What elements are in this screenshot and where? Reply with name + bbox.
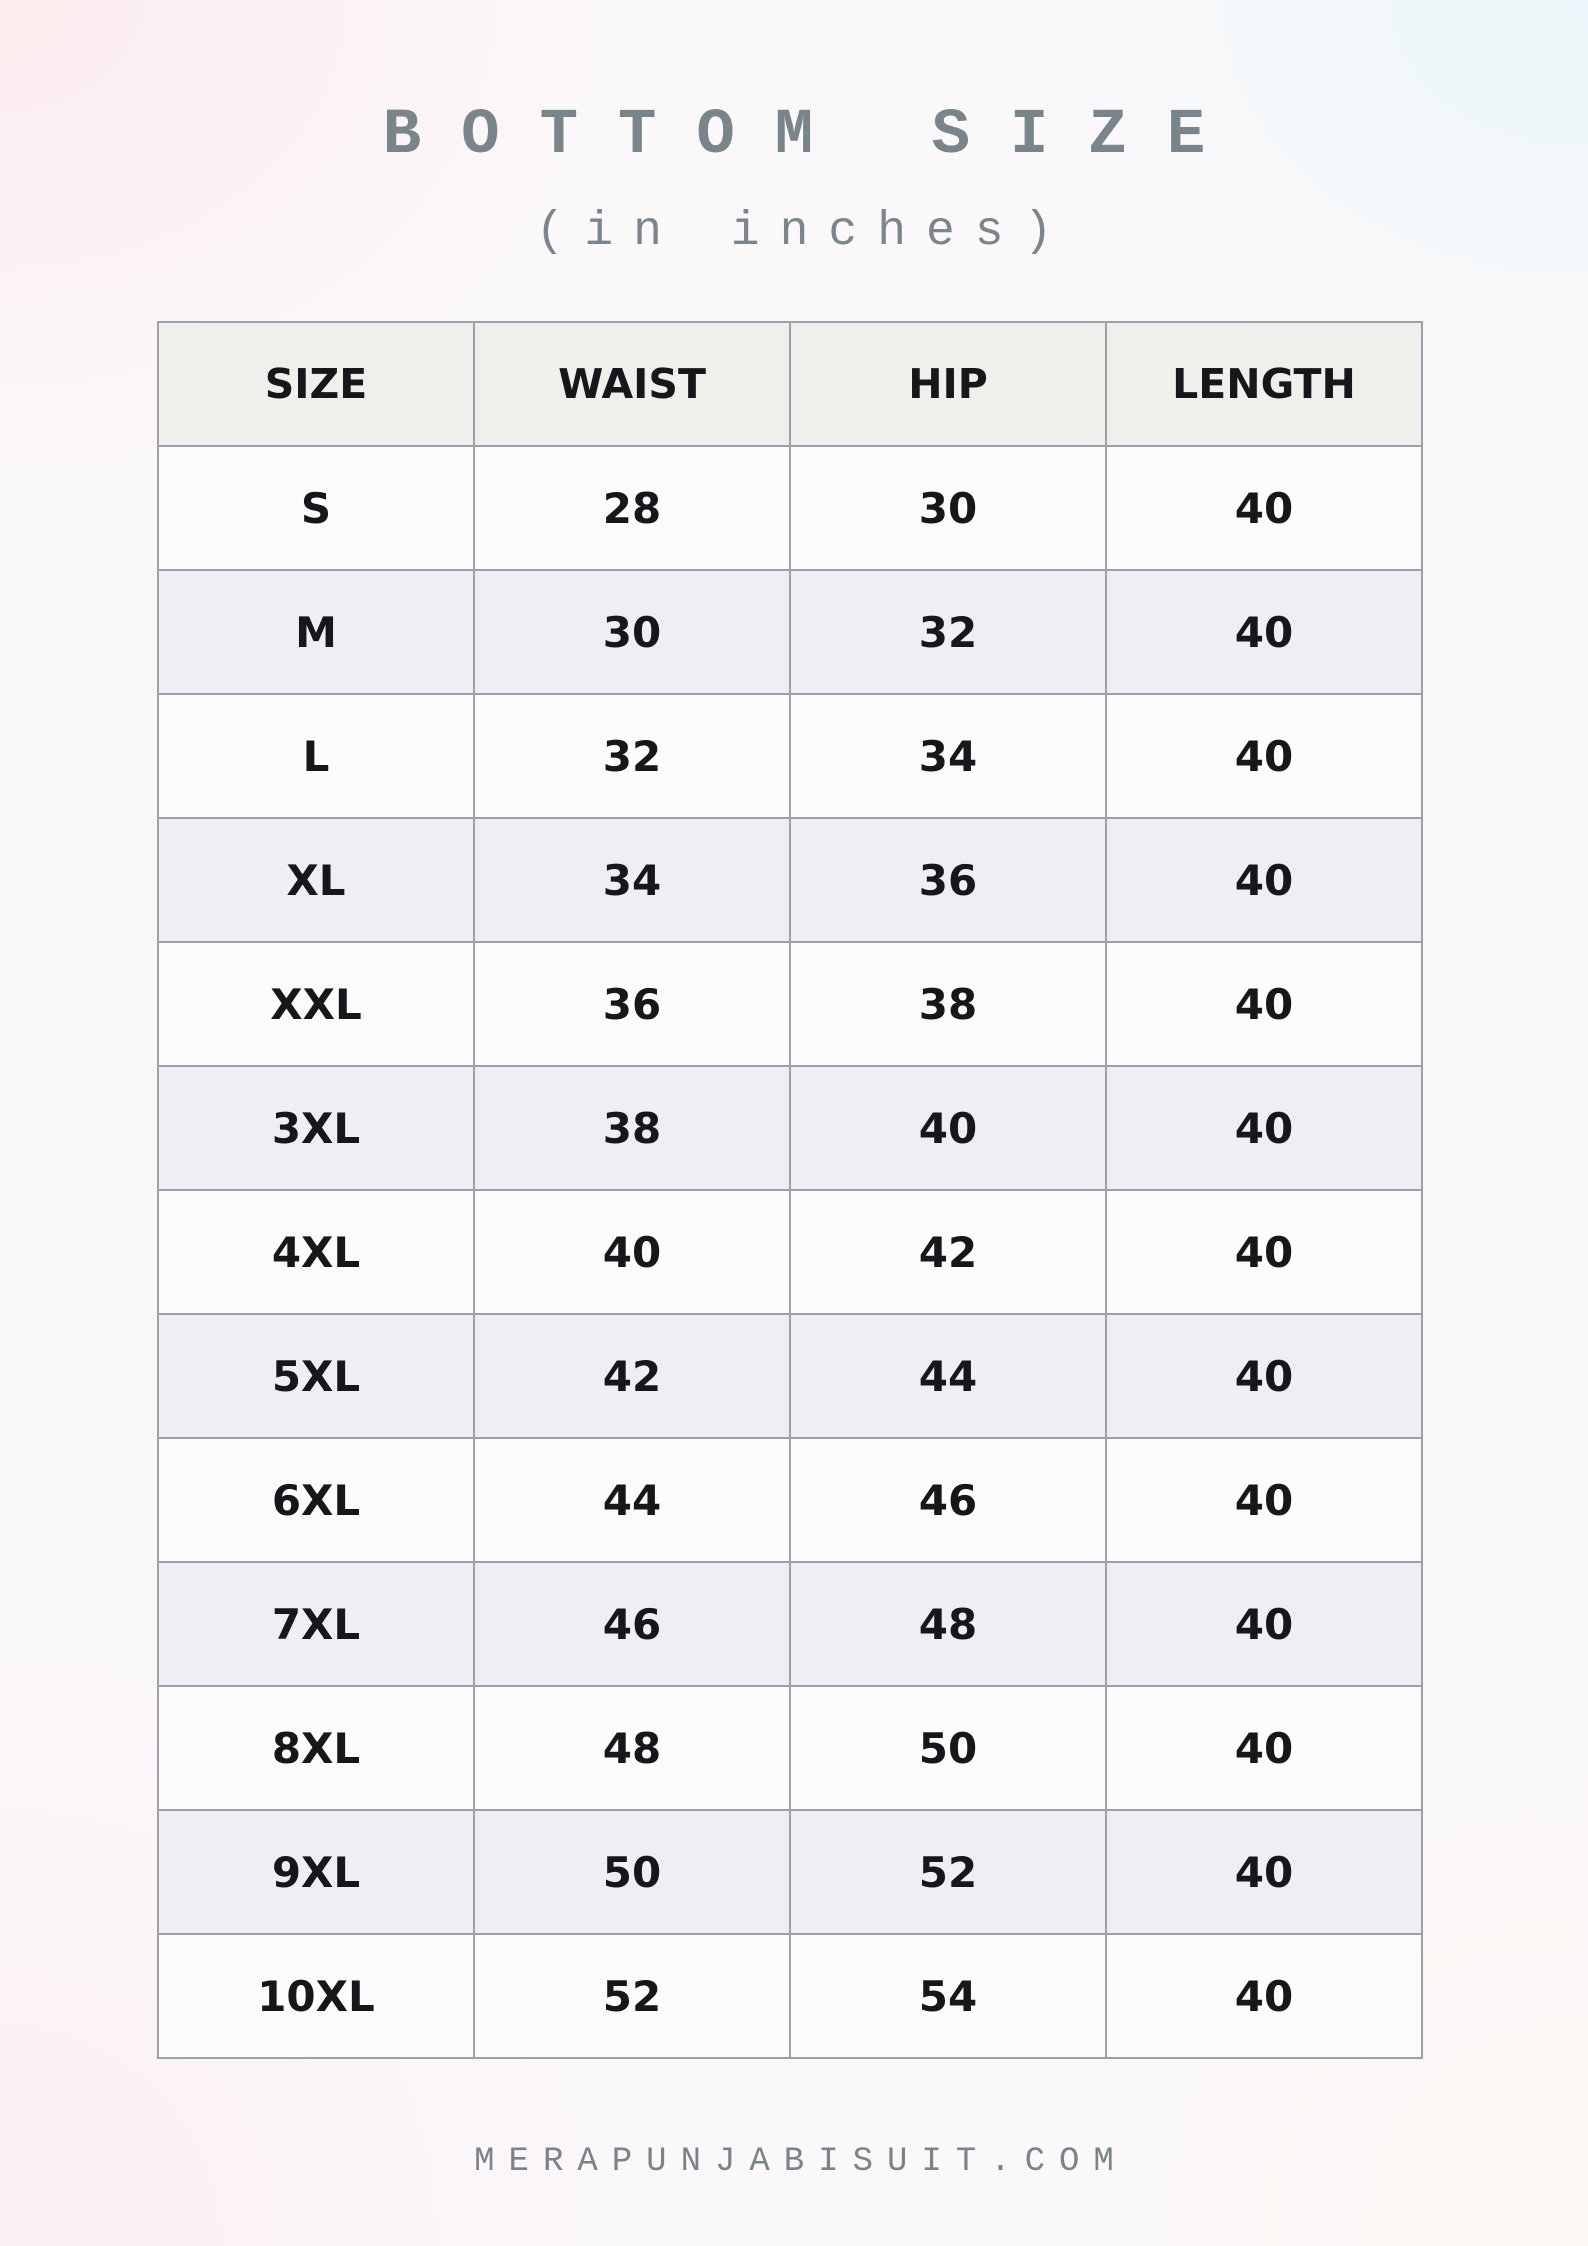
table-row bbox=[158, 1686, 1422, 1810]
size-cell: L bbox=[158, 694, 474, 818]
hip-cell: 48 bbox=[790, 1562, 1106, 1686]
waist-cell: 36 bbox=[474, 942, 790, 1066]
table-row bbox=[158, 1314, 1422, 1438]
hip-cell: 40 bbox=[790, 1066, 1106, 1190]
length-cell: 40 bbox=[1106, 1686, 1422, 1810]
table-header-row bbox=[158, 322, 1422, 446]
website-footer: MERAPUNJABISUIT.COM bbox=[474, 2143, 1128, 2181]
waist-cell: 44 bbox=[474, 1438, 790, 1562]
size-cell: XL bbox=[158, 818, 474, 942]
hip-cell: 38 bbox=[790, 942, 1106, 1066]
length-cell: 40 bbox=[1106, 446, 1422, 570]
hip-cell: 34 bbox=[790, 694, 1106, 818]
table-row bbox=[158, 1934, 1422, 2058]
table-row bbox=[158, 570, 1422, 694]
length-cell: 40 bbox=[1106, 1438, 1422, 1562]
table-row bbox=[158, 1810, 1422, 1934]
size-cell: 10XL bbox=[158, 1934, 474, 2058]
size-cell: 7XL bbox=[158, 1562, 474, 1686]
length-cell: 40 bbox=[1106, 694, 1422, 818]
length-cell: 40 bbox=[1106, 1562, 1422, 1686]
hip-cell: 44 bbox=[790, 1314, 1106, 1438]
table-body bbox=[158, 446, 1422, 2058]
waist-cell: 38 bbox=[474, 1066, 790, 1190]
hip-cell: 30 bbox=[790, 446, 1106, 570]
waist-cell: 34 bbox=[474, 818, 790, 942]
hip-cell: 52 bbox=[790, 1810, 1106, 1934]
table-row bbox=[158, 942, 1422, 1066]
size-cell: 3XL bbox=[158, 1066, 474, 1190]
waist-cell: 30 bbox=[474, 570, 790, 694]
length-cell: 40 bbox=[1106, 1066, 1422, 1190]
size-cell: 9XL bbox=[158, 1810, 474, 1934]
hip-cell: 32 bbox=[790, 570, 1106, 694]
table-row bbox=[158, 694, 1422, 818]
page-title: BOTTOM SIZE bbox=[382, 100, 1246, 172]
column-header-length: LENGTH bbox=[1106, 322, 1422, 446]
table-row bbox=[158, 818, 1422, 942]
page-subtitle: (in inches) bbox=[535, 205, 1073, 259]
waist-cell: 50 bbox=[474, 1810, 790, 1934]
waist-cell: 40 bbox=[474, 1190, 790, 1314]
size-cell: XXL bbox=[158, 942, 474, 1066]
waist-cell: 48 bbox=[474, 1686, 790, 1810]
size-cell: 5XL bbox=[158, 1314, 474, 1438]
length-cell: 40 bbox=[1106, 570, 1422, 694]
size-cell: 8XL bbox=[158, 1686, 474, 1810]
waist-cell: 42 bbox=[474, 1314, 790, 1438]
column-header-hip: HIP bbox=[790, 322, 1106, 446]
length-cell: 40 bbox=[1106, 942, 1422, 1066]
table-row bbox=[158, 1562, 1422, 1686]
length-cell: 40 bbox=[1106, 818, 1422, 942]
size-cell: M bbox=[158, 570, 474, 694]
hip-cell: 36 bbox=[790, 818, 1106, 942]
length-cell: 40 bbox=[1106, 1810, 1422, 1934]
table-row bbox=[158, 446, 1422, 570]
hip-cell: 46 bbox=[790, 1438, 1106, 1562]
hip-cell: 42 bbox=[790, 1190, 1106, 1314]
length-cell: 40 bbox=[1106, 1190, 1422, 1314]
table-row bbox=[158, 1190, 1422, 1314]
hip-cell: 54 bbox=[790, 1934, 1106, 2058]
waist-cell: 46 bbox=[474, 1562, 790, 1686]
waist-cell: 32 bbox=[474, 694, 790, 818]
length-cell: 40 bbox=[1106, 1934, 1422, 2058]
size-cell: S bbox=[158, 446, 474, 570]
table-row bbox=[158, 1438, 1422, 1562]
column-header-waist: WAIST bbox=[474, 322, 790, 446]
size-cell: 6XL bbox=[158, 1438, 474, 1562]
hip-cell: 50 bbox=[790, 1686, 1106, 1810]
size-chart-table bbox=[157, 321, 1423, 2059]
waist-cell: 52 bbox=[474, 1934, 790, 2058]
table-row bbox=[158, 1066, 1422, 1190]
length-cell: 40 bbox=[1106, 1314, 1422, 1438]
size-cell: 4XL bbox=[158, 1190, 474, 1314]
waist-cell: 28 bbox=[474, 446, 790, 570]
column-header-size: SIZE bbox=[158, 322, 474, 446]
